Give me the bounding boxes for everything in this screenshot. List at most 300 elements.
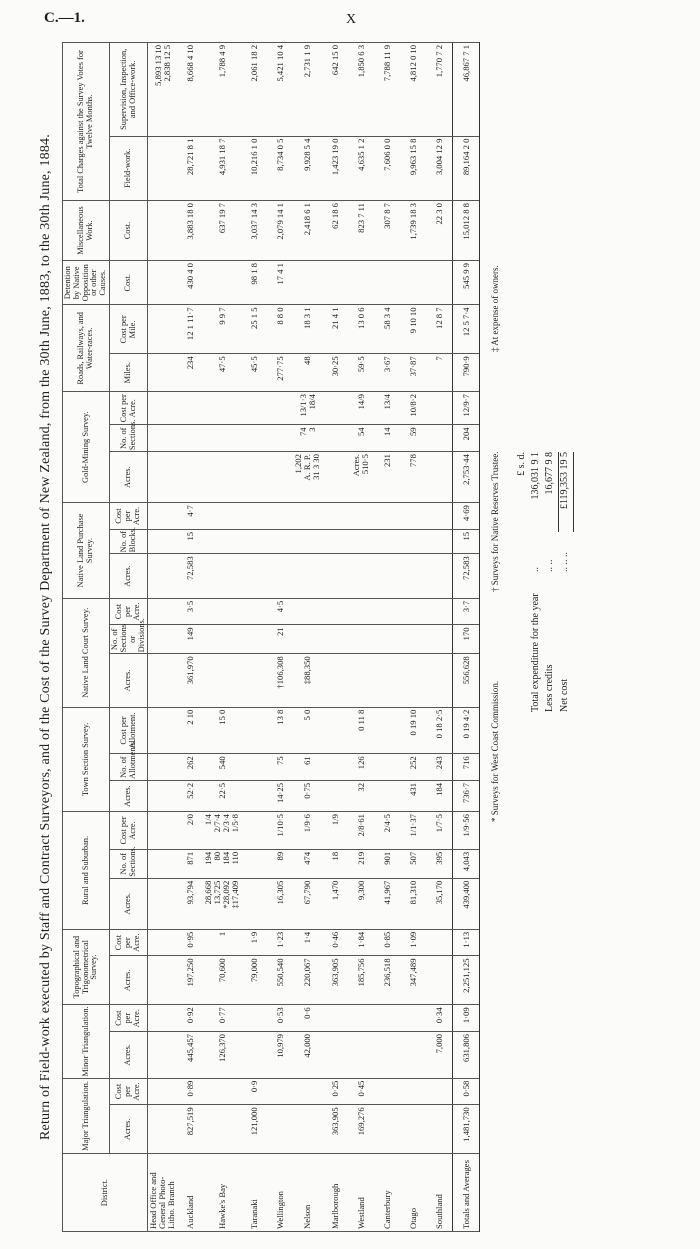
district-cell: Wellington (267, 1154, 293, 1232)
table-cell: 12 8 7 (426, 305, 453, 354)
table-cell: 5 0 (293, 707, 322, 754)
table-cell (400, 654, 426, 707)
table-cell (148, 812, 178, 850)
table-cell: 1,770 7 2 (426, 43, 453, 137)
group-rural-suburban: Rural and Suburban. (63, 812, 110, 930)
table-cell (241, 849, 267, 878)
table-cell: 9,300 (348, 878, 374, 929)
table-cell: 22 3 0 (426, 201, 453, 261)
table-cell (374, 1032, 400, 1079)
table-cell (426, 625, 453, 654)
table-cell: 736·7 (453, 780, 480, 811)
table-cell: 45·5 (241, 354, 267, 392)
table-cell: 47·5 (203, 354, 241, 392)
group-native-land-court: Native Land Court Survey. (63, 598, 110, 707)
table-cell (148, 598, 178, 625)
table-cell: 395 (426, 849, 453, 878)
table-cell: 74 3 (293, 425, 322, 452)
table-cell: 204 (453, 425, 480, 452)
table-cell (426, 261, 453, 305)
table-row (426, 43, 453, 1232)
sub-acres: Acres. (110, 654, 148, 707)
table-cell: 14·25 (267, 780, 293, 811)
table-cell: 823 7 11 (348, 201, 374, 261)
sub-acres: Acres. (110, 1032, 148, 1079)
table-cell: 2,251,125 (453, 956, 480, 1005)
table-cell: 4,812 0 10 (400, 43, 426, 137)
table-row (148, 43, 178, 1232)
table-cell: 0·95 (177, 929, 203, 956)
table-cell: 1·13 (453, 929, 480, 956)
summary-unit: £ s. d. (516, 452, 527, 476)
table-cell: 22·5 (203, 780, 241, 811)
table-cell: 67,790 (293, 878, 322, 929)
table-cell: 59 (400, 425, 426, 452)
sub-sections: No. of Sections. (110, 425, 148, 452)
table-cell: 2/8·61 (348, 812, 374, 850)
sub-cost-per-allotment: Cost per Allotment. (110, 707, 148, 754)
table-cell (322, 1005, 348, 1032)
table-cell (203, 261, 241, 305)
table-row (374, 43, 400, 1232)
table-cell (374, 261, 400, 305)
page-number: X (346, 12, 357, 27)
table-cell: 9,928 5 4 (293, 136, 322, 200)
table-cell: 13/1·3 18/4 (293, 392, 322, 425)
table-cell (148, 849, 178, 878)
sub-cost: Cost. (110, 261, 148, 305)
table-cell (203, 598, 241, 625)
table-cell: 18 (322, 849, 348, 878)
table-cell: 1 (203, 929, 241, 956)
table-cell (400, 554, 426, 598)
table-cell (322, 261, 348, 305)
table-cell (374, 598, 400, 625)
table-cell: 0·25 (322, 1078, 348, 1105)
table-cell (241, 1005, 267, 1032)
sub-cost-per-acre: Cost per Acre. (110, 503, 148, 530)
table-cell (400, 1032, 426, 1079)
table-cell: 7,606 0 0 (374, 136, 400, 200)
table-cell: 1/7·5 (426, 812, 453, 850)
table-cell: 0·75 (293, 780, 322, 811)
table-cell: 4·5 (267, 598, 293, 625)
table-cell (374, 1105, 400, 1154)
table-cell (322, 529, 348, 553)
table-cell (348, 529, 374, 553)
table-row (322, 43, 348, 1232)
table-cell: 4·69 (453, 503, 480, 530)
table-cell: 0 11 8 (348, 707, 374, 754)
table-cell (374, 707, 400, 754)
table-cell (267, 1078, 293, 1105)
table-cell: 12 1 11·7 (177, 305, 203, 354)
table-cell (148, 780, 178, 811)
table-cell (348, 654, 374, 707)
table-cell: 89 (267, 849, 293, 878)
table-cell: 21 (267, 625, 293, 654)
table-cell: 790·9 (453, 354, 480, 392)
table-cell: 556,628 (453, 654, 480, 707)
table-cell (322, 625, 348, 654)
table-cell: 59·5 (348, 354, 374, 392)
table-cell: 30·25 (322, 354, 348, 392)
table-cell (293, 1078, 322, 1105)
group-miscellaneous: Miscellaneous Work. (63, 201, 110, 261)
table-cell (241, 625, 267, 654)
district-cell: Auckland (177, 1154, 203, 1232)
table-cell: 0·77 (203, 1005, 241, 1032)
table-cell: 307 8 7 (374, 201, 400, 261)
table-cell: 252 (400, 754, 426, 781)
table-cell (241, 452, 267, 503)
table-cell: 0 19 10 (400, 707, 426, 754)
table-cell (148, 392, 178, 425)
table-cell (148, 878, 178, 929)
sub-blocks: No. of Blocks. (110, 529, 148, 553)
table-cell: 3·7 (453, 598, 480, 625)
sub-acres: Acres. (110, 780, 148, 811)
sub-sections: No. of Sections. (110, 849, 148, 878)
table-row (400, 43, 426, 1232)
table-cell: 236,518 (374, 956, 400, 1005)
table-row (348, 43, 374, 1232)
table-cell: 716 (453, 754, 480, 781)
table-cell (148, 261, 178, 305)
table-cell (400, 625, 426, 654)
table-cell (148, 707, 178, 754)
table-cell: 363,905 (322, 956, 348, 1005)
table-cell (241, 503, 267, 530)
table-cell: 2,061 18 2 (241, 43, 267, 137)
table-cell: 277·75 (267, 354, 293, 392)
table-cell: 32 (348, 780, 374, 811)
table-cell (374, 529, 400, 553)
table-cell (267, 503, 293, 530)
table-cell: 7 (426, 354, 453, 392)
table-cell (148, 554, 178, 598)
table-cell: 439,400 (453, 878, 480, 929)
table-cell: 72,583 (453, 554, 480, 598)
table-cell: 10,216 1 0 (241, 136, 267, 200)
table-cell (374, 1078, 400, 1105)
table-cell: 1,850 6 3 (348, 43, 374, 137)
table-cell: 121,000 (241, 1105, 267, 1154)
table-row (267, 43, 293, 1232)
table-row (177, 43, 203, 1232)
table-cell (400, 503, 426, 530)
table-cell (322, 654, 348, 707)
district-cell: Otago (400, 1154, 426, 1232)
table-cell: 25 1 5 (241, 305, 267, 354)
table-cell: 4,043 (453, 849, 480, 878)
table-cell: 13 0 6 (348, 305, 374, 354)
table-cell (293, 554, 322, 598)
table-cell: 0·58 (453, 1078, 480, 1105)
table-cell (148, 1078, 178, 1105)
table-cell: 5,893 13 10 2,838 12 5 (148, 43, 178, 137)
table-cell: 540 (203, 754, 241, 781)
table-cell: 89,164 2 0 (453, 136, 480, 200)
sub-cost-per-mile: Cost per Mile. (110, 305, 148, 354)
table-cell (203, 452, 241, 503)
table-cell: 16,305 (267, 878, 293, 929)
district-cell: Nelson (293, 1154, 322, 1232)
field-work-table (62, 42, 480, 1232)
table-cell (426, 598, 453, 625)
table-cell (293, 529, 322, 553)
table-cell (348, 503, 374, 530)
table-cell: 778 (400, 452, 426, 503)
table-cell (148, 305, 178, 354)
table-cell (426, 654, 453, 707)
table-cell: 3,037 14 3 (241, 201, 267, 261)
table-cell: 14/9 (348, 392, 374, 425)
table-cell: 871 (177, 849, 203, 878)
table-cell (322, 1032, 348, 1079)
sub-cost-per-acre: Cost per Acre. (110, 929, 148, 956)
table-cell: 2,753·44 (453, 452, 480, 503)
table-cell (322, 425, 348, 452)
table-cell (241, 598, 267, 625)
table-cell: 3,004 12 9 (426, 136, 453, 200)
table-cell: 0·53 (267, 1005, 293, 1032)
sub-cost-per-acre: Cost per Acre. (110, 1078, 148, 1105)
table-cell (241, 812, 267, 850)
table-cell (148, 1105, 178, 1154)
table-cell (267, 529, 293, 553)
table-cell: 98 1 8 (241, 261, 267, 305)
table-cell: 54 (348, 425, 374, 452)
table-cell: 3·5 (177, 598, 203, 625)
sub-miles: Miles. (110, 354, 148, 392)
table-cell: 0 18 2·5 (426, 707, 453, 754)
table-cell (400, 1078, 426, 1105)
table-cell: 0·34 (426, 1005, 453, 1032)
table-cell: 231 (374, 452, 400, 503)
table-cell: 13/4 (374, 392, 400, 425)
table-cell: 7,000 (426, 1032, 453, 1079)
table-cell: 8,734 0 5 (267, 136, 293, 200)
district-cell: Southland (426, 1154, 453, 1232)
table-cell: 9 10 10 (400, 305, 426, 354)
table-body (148, 43, 480, 1232)
table-cell: †106,308 (267, 654, 293, 707)
col-district: District. (63, 1154, 148, 1232)
table-cell: 75 (267, 754, 293, 781)
table-cell (148, 201, 178, 261)
table-cell: 1,470 (322, 878, 348, 929)
table-cell (148, 503, 178, 530)
table-cell (426, 425, 453, 452)
table-cell (293, 598, 322, 625)
table-cell: 93,794 (177, 878, 203, 929)
table-cell (241, 780, 267, 811)
table-cell (322, 707, 348, 754)
expenditure-summary (516, 452, 574, 712)
table-cell (348, 598, 374, 625)
table-cell (293, 503, 322, 530)
table-cell (267, 452, 293, 503)
table-cell (293, 261, 322, 305)
table-cell: ‡88,350 (293, 654, 322, 707)
table-cell: 1/4 2/7·4 2/3·4 1/5·8 (203, 812, 241, 850)
table-cell (426, 503, 453, 530)
table-cell: 1,788 4 9 (203, 43, 241, 137)
table-cell (241, 654, 267, 707)
table-cell: 48 (293, 354, 322, 392)
table-cell: 4,931 18 7 (203, 136, 241, 200)
table-cell: 2/0 (177, 812, 203, 850)
table-cell: 827,519 (177, 1105, 203, 1154)
table-cell (426, 956, 453, 1005)
table-cell (348, 1032, 374, 1079)
table-cell: 79,000 (241, 956, 267, 1005)
page-label: C.—1. (44, 10, 85, 26)
table-cell (374, 654, 400, 707)
sub-cost-per-acre: Cost per Acre. (110, 1005, 148, 1032)
table-cell: Acres. 510·5 (348, 452, 374, 503)
summary-row-net: Net cost .. .. .. £119,353 19 5 (559, 452, 570, 712)
table-cell (241, 1032, 267, 1079)
table-cell (267, 425, 293, 452)
table-cell (426, 1105, 453, 1154)
table-cell: 28,721 8 1 (177, 136, 203, 200)
table-cell: 0·89 (177, 1078, 203, 1105)
table-cell: 1·9 (241, 929, 267, 956)
table-cell (241, 425, 267, 452)
table-row (203, 43, 241, 1232)
table-cell (177, 425, 203, 452)
table-cell: 194 80 184 110 (203, 849, 241, 878)
sub-allotments: No. of Allotments. (110, 754, 148, 781)
table-cell (148, 1032, 178, 1079)
group-native-land-purchase: Native Land Purchase Survey. (63, 503, 110, 599)
table-cell: 4,635 1 2 (348, 136, 374, 200)
table-cell: 431 (400, 780, 426, 811)
table-cell: 12/9·7 (453, 392, 480, 425)
table-cell (241, 529, 267, 553)
table-cell (148, 625, 178, 654)
table-cell (148, 354, 178, 392)
table-cell (348, 554, 374, 598)
group-roads-railways: Roads, Railways, and Water-races. (63, 305, 110, 392)
table-cell (241, 707, 267, 754)
table-cell: 15 (177, 529, 203, 553)
table-cell (203, 529, 241, 553)
table-cell: 631,806 (453, 1032, 480, 1079)
district-cell: Taranaki (241, 1154, 267, 1232)
table-cell (203, 625, 241, 654)
table-cell (177, 392, 203, 425)
table-cell (203, 554, 241, 598)
table-cell (348, 261, 374, 305)
table-cell (267, 392, 293, 425)
table-cell (148, 452, 178, 503)
table-cell (148, 425, 178, 452)
table-cell (148, 754, 178, 781)
table-cell (293, 625, 322, 654)
summary-row-credits: Less credits .. .. 16,677 9 8 (544, 452, 555, 712)
table-cell: 3,883 18 0 (177, 201, 203, 261)
table-cell (241, 392, 267, 425)
table-cell (322, 598, 348, 625)
table-cell: 149 (177, 625, 203, 654)
table-cell: 642 15 0 (322, 43, 348, 137)
table-cell (148, 956, 178, 1005)
table-cell: 219 (348, 849, 374, 878)
table-cell: 126,370 (203, 1032, 241, 1079)
table-cell (148, 529, 178, 553)
district-cell: Westland (348, 1154, 374, 1232)
sub-acres: Acres. (110, 878, 148, 929)
table-cell (348, 1005, 374, 1032)
table-cell: 1,423 19 0 (322, 136, 348, 200)
table-cell (400, 261, 426, 305)
table-cell (322, 754, 348, 781)
table-cell: 1·23 (267, 929, 293, 956)
table-cell: 58 3 4 (374, 305, 400, 354)
table-cell: 62 18 6 (322, 201, 348, 261)
table-cell: 262 (177, 754, 203, 781)
table-cell: 2 10 (177, 707, 203, 754)
table-cell: 21 4 1 (322, 305, 348, 354)
table-cell: 15 (453, 529, 480, 553)
table-cell (426, 529, 453, 553)
table-cell: 474 (293, 849, 322, 878)
table-cell: 9 9 7 (203, 305, 241, 354)
table-cell: 1·09 (453, 1005, 480, 1032)
table-cell: 430 4 0 (177, 261, 203, 305)
table-cell: 0·6 (293, 1005, 322, 1032)
table-cell: 35,170 (426, 878, 453, 929)
table-cell: 81,310 (400, 878, 426, 929)
table-cell (267, 554, 293, 598)
table-cell: 1·4 (293, 929, 322, 956)
table-cell (203, 503, 241, 530)
summary-row-total: Total expenditure for the year .. 136,031 9 1 (530, 452, 541, 712)
table-cell: 2/4·5 (374, 812, 400, 850)
return-title: Return of Field-work executed by Staff and Contract Surveyors, and of the Cost of the Survey Department of New Zealand, from the 30th June, 1883, to the 30th June, 1884. (38, 134, 53, 1140)
table-cell: 14 (374, 425, 400, 452)
table-row (241, 43, 267, 1232)
table-row (293, 43, 322, 1232)
table-cell: 37·87 (400, 354, 426, 392)
table-cell: 46,867 7 1 (453, 43, 480, 137)
rotated-page-content (38, 42, 658, 1232)
table-cell: 9,963 15 8 (400, 136, 426, 200)
table-cell: 234 (177, 354, 203, 392)
district-cell: Marlborough (322, 1154, 348, 1232)
table-cell (322, 503, 348, 530)
footnote-native-reserves: † Surveys for Native Reserves Trustee. (490, 451, 500, 592)
group-minor-triangulation: Minor Triangulation. (63, 1005, 110, 1078)
table-cell (203, 392, 241, 425)
table-cell: 197,250 (177, 956, 203, 1005)
table-cell (426, 392, 453, 425)
table-cell (374, 780, 400, 811)
table-cell: 0·85 (374, 929, 400, 956)
table-cell: 13 8 (267, 707, 293, 754)
table-cell (374, 625, 400, 654)
table-cell (148, 654, 178, 707)
table-cell: 61 (293, 754, 322, 781)
table-cell (148, 136, 178, 200)
sub-field-work: Field-work. (110, 136, 148, 200)
table-cell: 15,012 8 8 (453, 201, 480, 261)
district-cell: Canterbury (374, 1154, 400, 1232)
summary-rule-bottom (573, 452, 574, 532)
